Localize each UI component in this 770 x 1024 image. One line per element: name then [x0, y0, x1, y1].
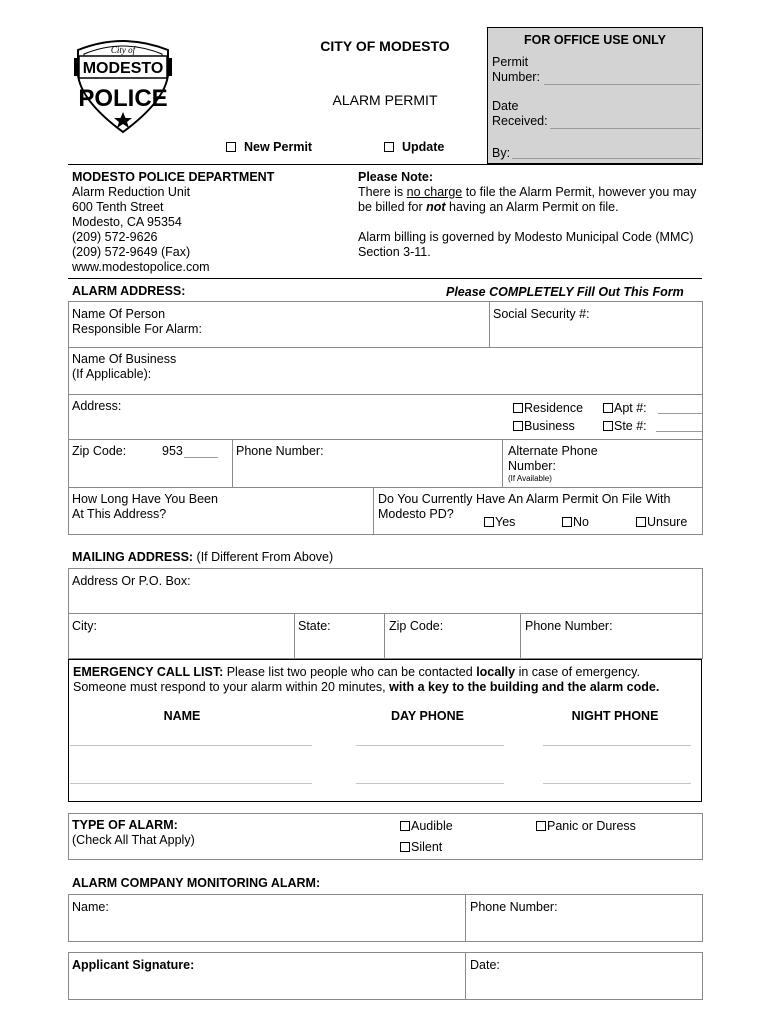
silent-checkbox[interactable] [400, 842, 410, 852]
apt-number-field[interactable] [658, 413, 702, 414]
alarm-company-title: ALARM COMPANY MONITORING ALARM: [72, 876, 321, 890]
new-permit-checkbox[interactable] [226, 142, 236, 152]
by-field[interactable] [512, 158, 700, 159]
company-name-field[interactable]: Name: [72, 900, 109, 914]
zip-label: Zip Code: [72, 444, 127, 458]
mailing-address-field[interactable]: Address Or P.O. Box: [72, 574, 191, 588]
business-checkbox[interactable] [513, 421, 523, 431]
how-long-field[interactable]: How Long Have You Been At This Address? [72, 492, 218, 521]
applicant-signature-field[interactable]: Applicant Signature: [72, 958, 195, 972]
signature-date-field[interactable]: Date: [470, 958, 500, 972]
fill-instruction: Please COMPLETELY Fill Out This Form [446, 285, 684, 299]
responsible-person-field[interactable]: Name Of Person Responsible For Alarm: [72, 307, 202, 336]
ste-checkbox[interactable] [603, 421, 613, 431]
svg-text:City of: City of [110, 45, 136, 55]
no-checkbox[interactable] [562, 517, 572, 527]
permit-on-file-question: Do You Currently Have An Alarm Permit On File With Modesto PD? [378, 492, 671, 521]
mailing-phone-field[interactable]: Phone Number: [525, 619, 613, 633]
contact1-night-phone-field[interactable] [543, 745, 691, 746]
audible-option[interactable]: Audible [400, 819, 453, 834]
office-use-box: FOR OFFICE USE ONLY Permit Number: Date Received: By: [487, 27, 703, 165]
contact1-day-phone-field[interactable] [356, 745, 504, 746]
mailing-address-title: MAILING ADDRESS: (If Different From Above) [72, 550, 334, 564]
date-received-field[interactable] [550, 128, 700, 129]
update-option[interactable]: Update [384, 140, 444, 154]
col-name-header: NAME [163, 709, 201, 723]
audible-checkbox[interactable] [400, 821, 410, 831]
new-permit-option[interactable]: New Permit [226, 140, 312, 154]
residence-checkbox[interactable] [513, 403, 523, 413]
company-phone-field[interactable]: Phone Number: [470, 900, 558, 914]
update-checkbox[interactable] [384, 142, 394, 152]
panic-checkbox[interactable] [536, 821, 546, 831]
alarm-company-table [68, 894, 703, 942]
contact2-day-phone-field[interactable] [356, 783, 504, 784]
zip-field[interactable] [184, 457, 218, 458]
mailing-state-field[interactable]: State: [298, 619, 331, 633]
form-title: ALARM PERMIT [332, 92, 438, 108]
panic-option[interactable]: Panic or Duress [536, 819, 636, 834]
mailing-city-field[interactable]: City: [72, 619, 97, 633]
business-option[interactable]: Business [513, 419, 575, 434]
contact2-night-phone-field[interactable] [543, 783, 691, 784]
logo-modesto-text: MODESTO [82, 60, 164, 77]
office-use-title: FOR OFFICE USE ONLY [524, 33, 666, 47]
yes-option[interactable]: Yes [484, 515, 515, 530]
ste-option[interactable]: Ste #: [603, 419, 647, 434]
apt-checkbox[interactable] [603, 403, 613, 413]
silent-option[interactable]: Silent [400, 840, 442, 855]
ssn-field[interactable]: Social Security #: [493, 307, 590, 321]
col-night-phone-header: NIGHT PHONE [571, 709, 659, 723]
contact2-name-field[interactable] [70, 783, 312, 784]
mailing-zip-field[interactable]: Zip Code: [389, 619, 444, 633]
type-of-alarm-label: TYPE OF ALARM: (Check All That Apply) [72, 818, 195, 847]
department-info: MODESTO POLICE DEPARTMENT Alarm Reduction Unit 600 Tenth Street Modesto, CA 95354 (209) 572-9626 (209) 572-9649 (Fax) www.modestopolice.com [72, 170, 275, 274]
ste-number-field[interactable] [656, 431, 702, 432]
address-field[interactable]: Address: [72, 399, 122, 413]
unsure-option[interactable]: Unsure [636, 515, 687, 530]
svg-text:POLICE: POLICE [78, 85, 168, 112]
city-title: CITY OF MODESTO [320, 38, 450, 54]
contact1-name-field[interactable] [70, 745, 312, 746]
police-badge-logo [70, 36, 176, 134]
yes-checkbox[interactable] [484, 517, 494, 527]
phone-field[interactable]: Phone Number: [236, 444, 324, 458]
unsure-checkbox[interactable] [636, 517, 646, 527]
col-day-phone-header: DAY PHONE [391, 709, 464, 723]
no-option[interactable]: No [562, 515, 589, 530]
residence-option[interactable]: Residence [513, 401, 583, 416]
alarm-address-title: ALARM ADDRESS: [72, 284, 186, 298]
emergency-instructions: EMERGENCY CALL LIST: Please list two people who can be contacted locally in case of emergency. Someone must respond to your alarm within 20 minutes, with a key to the building and the alarm code. [73, 665, 660, 694]
zip-prefix: 953 [162, 444, 183, 458]
please-note: Please Note: There is no charge to file the Alarm Permit, however you may be billed for not having an Alarm Permit on file. Alarm billing is governed by Modesto Municipal Code (MMC) Section 3-11. [358, 170, 697, 259]
business-name-field[interactable]: Name Of Business (If Applicable): [72, 352, 177, 381]
permit-number-field[interactable] [544, 84, 700, 85]
alt-phone-field[interactable]: Alternate Phone Number: (If Available) [508, 444, 598, 483]
apt-option[interactable]: Apt #: [603, 401, 647, 416]
